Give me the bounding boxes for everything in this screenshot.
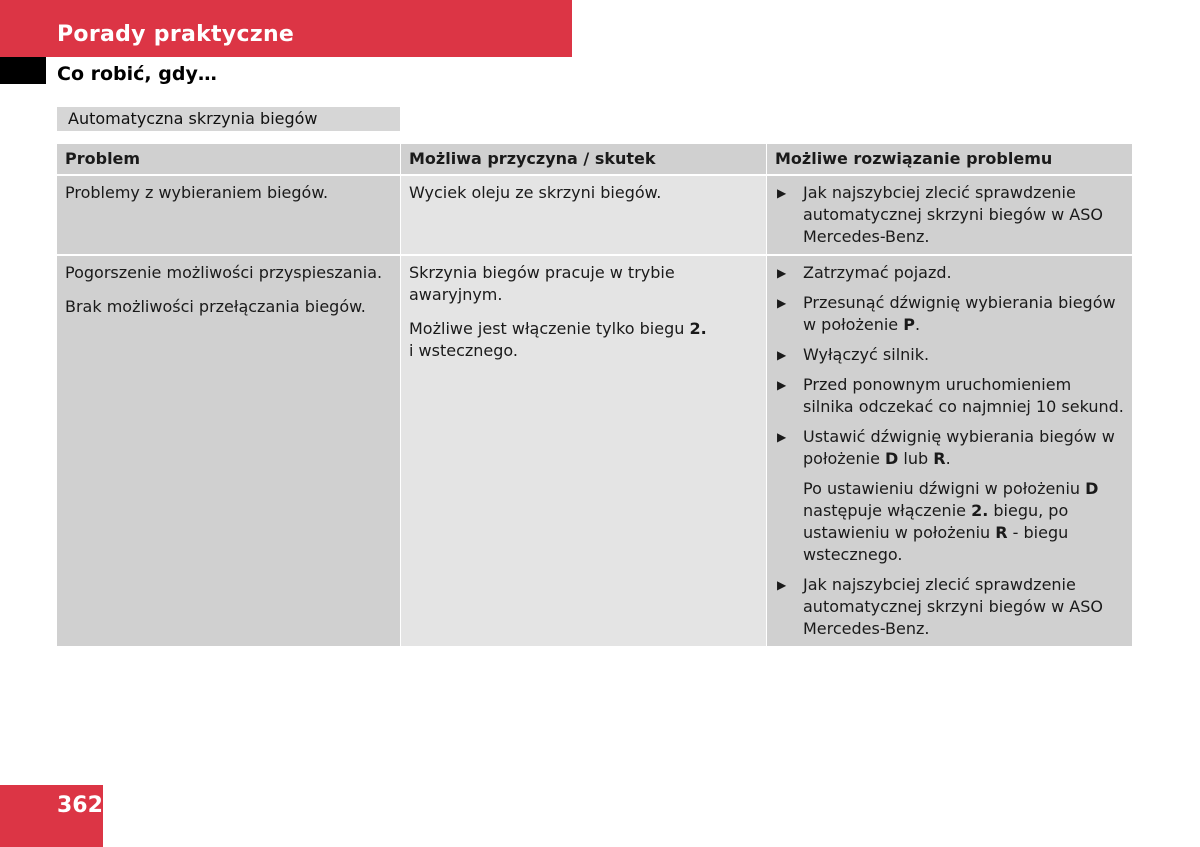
table-row	[57, 174, 1132, 254]
gear-position-label: P	[903, 315, 915, 334]
section-label-box	[57, 107, 400, 131]
solution-step-text: Przed ponownym uruchomieniem silnika odczekać co najmniej 10 sekund.	[803, 375, 1124, 416]
gear-position-label: R	[995, 523, 1008, 542]
cause-text-part: i wstecznego.	[409, 341, 518, 360]
table-header-row	[57, 144, 1132, 174]
problem-text: Pogorszenie możliwości przyspieszania.	[65, 263, 383, 282]
step-text-part: lub	[898, 449, 934, 468]
page-number-box	[0, 785, 103, 847]
bullet-triangle-icon: ▶	[777, 378, 787, 392]
step-text-part: Ustawić dźwignię wybierania biegów w położenie	[803, 427, 1115, 468]
column-header-solution: Możliwe rozwiązanie problemu	[766, 144, 1132, 174]
section-marker	[0, 57, 46, 84]
solution-step-text: Zatrzymać pojazd.	[803, 263, 952, 282]
bullet-triangle-icon: ▶	[777, 430, 787, 444]
cause-text	[409, 318, 758, 362]
section-label: Automatyczna skrzynia biegów	[68, 109, 318, 128]
note-text-part: Po ustawieniu dźwigni w położeniu	[803, 479, 1086, 498]
gear-position-label: D	[1085, 479, 1099, 498]
cause-text: Skrzynia biegów pracuje w trybie awaryjnym.	[409, 263, 675, 304]
solution-step	[775, 182, 1124, 248]
gear-label: 2.	[971, 501, 989, 520]
column-header-problem: Problem	[57, 144, 400, 174]
cause-text-part: Możliwe jest włączenie tylko biegu	[409, 319, 690, 338]
problem-cell	[57, 256, 400, 646]
page-number: 362	[57, 793, 103, 818]
cause-cell	[400, 176, 766, 254]
note-text-part: biegu, po ustawieniu w położeniu	[803, 501, 1069, 542]
solution-step	[775, 574, 1124, 640]
cause-text: Wyciek oleju ze skrzyni biegów.	[409, 183, 662, 202]
note-text-part: następuje włączenie	[803, 501, 972, 520]
column-header-cause: Możliwa przyczyna / skutek	[400, 144, 766, 174]
solution-step	[775, 374, 1124, 418]
solution-step	[775, 292, 1124, 336]
solution-note	[775, 478, 1124, 566]
step-text-part: Przesunąć dźwignię wybierania biegów w położenie	[803, 293, 1116, 334]
problem-cell	[57, 176, 400, 254]
solution-step	[775, 344, 1124, 366]
solution-cell	[766, 256, 1132, 646]
chapter-title: Porady praktyczne	[57, 22, 295, 47]
step-text-part: .	[914, 315, 921, 334]
bullet-triangle-icon: ▶	[777, 266, 787, 280]
solution-cell	[766, 176, 1132, 254]
bullet-triangle-icon: ▶	[777, 296, 787, 310]
problem-text: Brak możliwości przełączania biegów.	[65, 297, 366, 316]
troubleshooting-table	[57, 144, 1132, 646]
gear-label: 2.	[689, 319, 707, 338]
solution-step-text	[803, 426, 1124, 470]
gear-position-label: D	[885, 449, 899, 468]
note-text-part: - biegu wstecznego.	[803, 523, 1069, 564]
step-text-part: .	[945, 449, 951, 468]
page-subtitle: Co robić, gdy…	[57, 63, 217, 85]
problem-text: Problemy z wybieraniem biegów.	[65, 183, 329, 202]
bullet-triangle-icon: ▶	[777, 578, 787, 592]
solution-step-text: Jak najszybciej zlecić sprawdzenie automatycznej skrzyni biegów w ASO Mercedes-Benz.	[803, 575, 1103, 638]
solution-step-text	[803, 292, 1124, 336]
bullet-triangle-icon: ▶	[777, 348, 787, 362]
cause-cell	[400, 256, 766, 646]
solution-step-text: Wyłączyć silnik.	[803, 345, 930, 364]
gear-position-label: R	[933, 449, 946, 468]
solution-step	[775, 426, 1124, 470]
table-row	[57, 254, 1132, 646]
solution-step-text: Jak najszybciej zlecić sprawdzenie automatycznej skrzyni biegów w ASO Mercedes-Benz.	[803, 183, 1103, 246]
solution-step	[775, 262, 1124, 284]
bullet-triangle-icon: ▶	[777, 186, 787, 200]
